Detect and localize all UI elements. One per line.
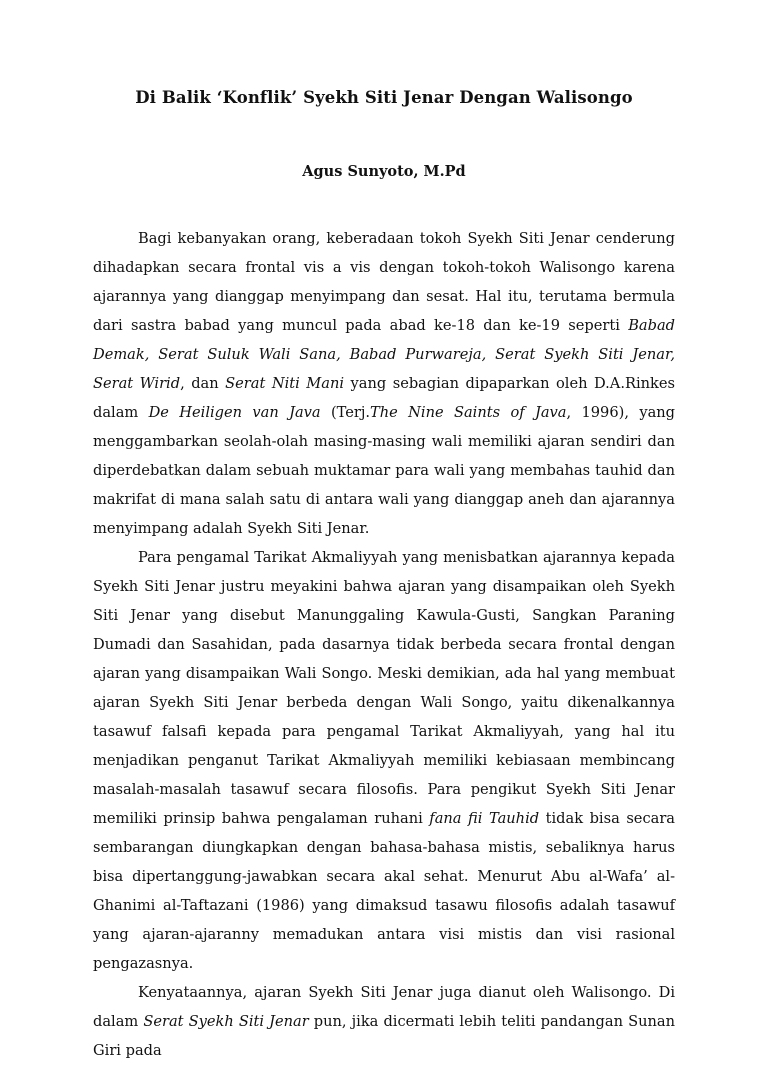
document-title: Di Balik ‘Konflik’ Syekh Siti Jenar Dengan Walisongo (135, 88, 633, 107)
paragraph-3-text-1: Kenyataannya, ajaran Syekh Siti Jenar juga dianut oleh Walisongo. Di dalam (93, 984, 675, 1030)
paragraph-1-italic-1: Babad Demak, Serat Suluk Wali Sana, Babad Purwareja, Serat Syekh Siti Jenar, Serat Wirid (93, 317, 675, 392)
paragraph-1-text-1: Bagi kebanyakan orang, keberadaan tokoh Syekh Siti Jenar cenderung dihadapkan secara frontal vis a vis dengan tokoh-tokoh Walisongo karena ajarannya yang dianggap menyimpang dan sesat. Hal itu, terutama bermula dari sastra babad yang muncul pada abad ke-18 dan ke-19 seperti (93, 230, 675, 334)
paragraph-3-italic-1: Serat Syekh Siti Jenar (143, 1013, 309, 1030)
paragraph-2-text-1: Para pengamal Tarikat Akmaliyyah yang menisbatkan ajarannya kepada Syekh Siti Jenar justru meyakini bahwa ajaran yang disampaikan oleh Syekh Siti Jenar yang disebut Manunggaling Kawula-Gusti, Sangkan Paraning Dumadi dan Sasahidan, pada dasarnya tidak berbeda secara frontal dengan ajaran yang disampaikan Wali Songo. Meski demikian, ada hal yang membuat ajaran Syekh Siti Jenar berbeda dengan Wali Songo, yaitu dikenalkannya tasawuf falsafi kepada para pengamal Tarikat Akmaliyyah, yang hal itu menjadikan penganut Tarikat Akmaliyyah memiliki kebiasaan membincang masalah-masalah tasawuf secara filosofis. Para pengikut Syekh Siti Jenar memiliki prinsip bahwa pengalaman ruhani (93, 549, 675, 827)
paragraph-1-italic-2: Serat Niti Mani (225, 375, 345, 392)
paragraph-1 (93, 224, 675, 543)
paragraph-1-text-4: (Terj. (320, 404, 371, 421)
paragraph-3 (93, 978, 675, 1065)
document-author: Agus Sunyoto, M.Pd (302, 163, 466, 180)
paragraph-2 (93, 543, 675, 978)
paragraph-1-italic-3: De Heiligen van Java (148, 404, 321, 421)
paragraph-1-text-5: , 1996), yang menggambarkan seolah-olah masing-masing wali memiliki ajaran sendiri dan diperdebatkan dalam sebuah muktamar para wali yang membahas tauhid dan makrifat di mana salah satu di antara wali yang dianggap aneh dan ajarannya menyimpang adalah Syekh Siti Jenar. (93, 404, 676, 537)
paragraph-1-italic-4: The Nine Saints of Java (370, 404, 567, 421)
paragraph-1-text-2: , dan (180, 375, 226, 392)
paragraph-3-text-2: pun, jika dicermati lebih teliti pandangan Sunan Giri pada (93, 1013, 675, 1059)
paragraph-2-italic-1: fana fii Tauhid (429, 810, 540, 827)
paragraph-1-text-3: yang sebagian dipaparkan oleh D.A.Rinkes dalam (93, 375, 675, 421)
paragraph-2-text-2: tidak bisa secara sembarangan diungkapkan dengan bahasa-bahasa mistis, sebaliknya harus bisa dipertanggung-jawabkan secara akal sehat. Menurut Abu al-Wafa’ al-Ghanimi al-Taftazani (1986) yang dimaksud tasawu filosofis adalah tasawuf yang ajaran-ajaranny memadukan antara visi mistis dan visi rasional pengazasnya. (93, 810, 675, 972)
document-body (93, 224, 675, 1065)
